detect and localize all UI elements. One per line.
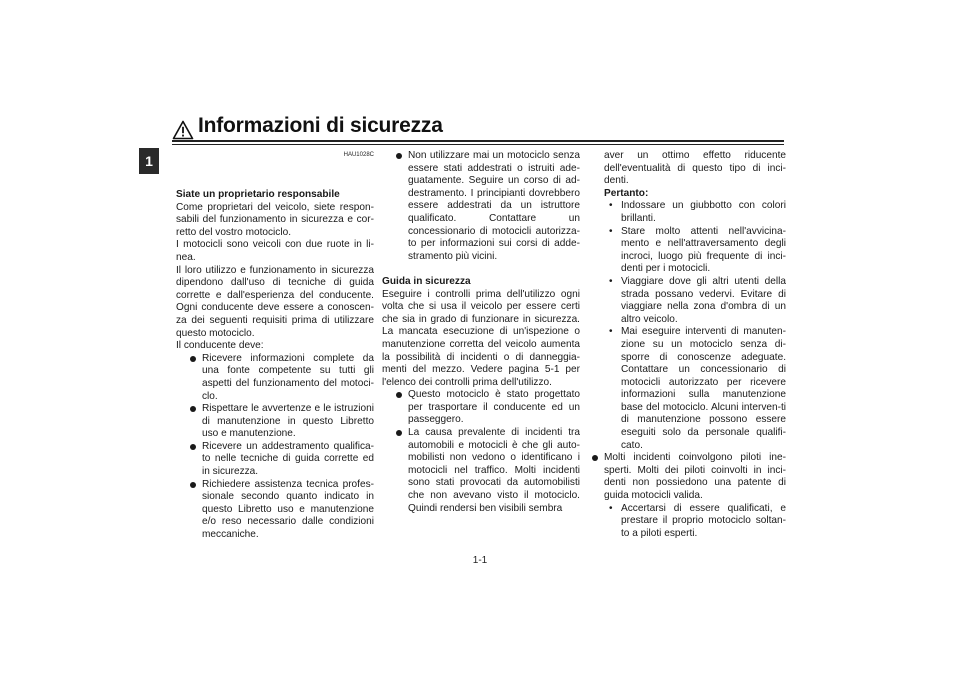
bullet-list [186, 353, 374, 542]
chapter-tab: 1 [139, 148, 159, 174]
column-3 [588, 150, 786, 540]
column-2 [382, 150, 580, 515]
paragraph: Come proprietari del veicolo, siete respon-sabili del funzionamento in sicurezza e cor-retto del vostro motociclo. [176, 201, 374, 238]
sub-list-item: • Indossare un giubbotto con colori brillanti. [604, 200, 786, 225]
sub-list [604, 503, 786, 541]
list-item: Questo motociclo è stato progettato per trasportare il conducente ed un passeggero. [392, 389, 580, 427]
list-item: Molti incidenti coinvolgono piloti ine-sperti. Molti dei piloti coinvolti in inci-denti non possiedono una patente di guida motocicli valida. [588, 452, 786, 502]
warning-triangle-icon [172, 120, 194, 140]
list-item: Rispettare le avvertenze e le istruzioni di manutenzione in questo Libretto uso e manutenzione. [186, 403, 374, 441]
paragraph: I motocicli sono veicoli con due ruote in li-nea. [176, 239, 374, 263]
paragraph: Eseguire i controlli prima dell'utilizzo ogni volta che si usa il veicolo per essere certi che sia in grado di funzionare in sicurezza. La mancata esecuzione di un'ispezione o manutenzione corretta del veicolo aumenta la possibilità di incidenti o di danneggia-menti del mezzo. Vedere pagina 5-1 per l'elenco dei controlli prima dell'utilizzo. [382, 288, 580, 388]
paragraph: Il loro utilizzo e funzionamento in sicurezza dipendono dall'uso di tecniche di guida corrette e dall'esperienza del conducente. Ogni conducente deve essere a conoscen-za dei seguenti requisiti prima di utilizzare questo motociclo. [176, 264, 374, 339]
list-item: Ricevere un addestramento qualifica-to nelle tecniche di guida corrette ed in sicurezza. [186, 441, 374, 479]
list-item: Ricevere informazioni complete da una fonte competente su tutti gli aspetti del funzionamento del motoci-clo. [186, 353, 374, 403]
column-1 [176, 150, 374, 542]
pertanto-label: Pertanto: [604, 187, 649, 199]
header-rule [172, 140, 784, 142]
bullet-list [392, 150, 580, 263]
sub-list-item: • Mai eseguire interventi di manuten-zione su un motociclo senza di-sporre di conoscenze adeguate. Contattare un concessionario di motocicli autorizzato per ricevere informazioni sulla manutenzione base del motociclo. Alcuni interven-ti di manutenzione possono essere eseguiti solo da personale qualifi-cato. [604, 326, 786, 452]
doc-code: HAU1028C [343, 152, 374, 158]
page-number: 1-1 [472, 555, 488, 566]
header-rule-thin [172, 144, 784, 145]
list-item: Richiedere assistenza tecnica profes-sionale secondo quanto indicato in questo Libretto uso e manutenzione e/o reso necessario dalle condizioni meccaniche. [186, 479, 374, 542]
section-heading: Siate un proprietario responsabile [176, 189, 340, 200]
bullet-list [392, 389, 580, 515]
page-title: Informazioni di sicurezza [198, 114, 443, 137]
list-item: Non utilizzare mai un motociclo senza essere stati addestrati o istruiti ade-guatamente. Seguire un corso di ad-destramento. I principianti dovrebbero essere addestrati da un istruttore qualificato. Contattare un concessionario di motocicli autorizza-to per informazioni sui corsi di adde-stramento più vicini. [392, 150, 580, 263]
sub-list-item: • Viaggiare dove gli altri utenti della strada possano vedervi. Evitare di viaggiare nella zona d'ombra di un altro veicolo. [604, 276, 786, 326]
continued-text: aver un ottimo effetto riducente dell'eventualità di questo tipo di inci-denti. Pertanto: • Indossare un giubbotto con colori brillanti. • Stare molto attenti nell'avvicina-mento e nell'attraversamento degli incroci, luogo più frequente di inci-denti per i motocicli. • Viaggiare dove gli altri utenti della strada possano vedervi. Evitare di viaggiare nella zona d'ombra di un altro veicolo. • Mai eseguire interventi di manuten-zione su un motociclo senza di-sporre di conoscenze adeguate. Contattare un concessionario di motocicli autorizzato per ricevere informazioni sulla manutenzione base del motociclo. Alcuni interven-ti di manutenzione possono essere eseguiti solo da personale qualifi-cato. [604, 150, 786, 452]
section-heading: Guida in sicurezza [382, 275, 471, 287]
list-item: La causa prevalente di incidenti tra automobili e motocicli è che gli auto-mobilisti non vedono o identificano i motocicli nel traffico. Molti incidenti sono stati provocati da automobilisti che non avevano visto il motociclo. Quindi rendersi ben visibili sembra [392, 427, 580, 515]
sub-list-item: • Stare molto attenti nell'avvicina-mento e nell'attraversamento degli incroci, luogo più frequente di inci-denti per i motocicli. [604, 226, 786, 276]
sub-list-item: • Accertarsi di essere qualificati, e prestare il proprio motociclo soltan-to a piloti esperti. [604, 503, 786, 541]
paragraph: Il conducente deve: [176, 340, 264, 352]
